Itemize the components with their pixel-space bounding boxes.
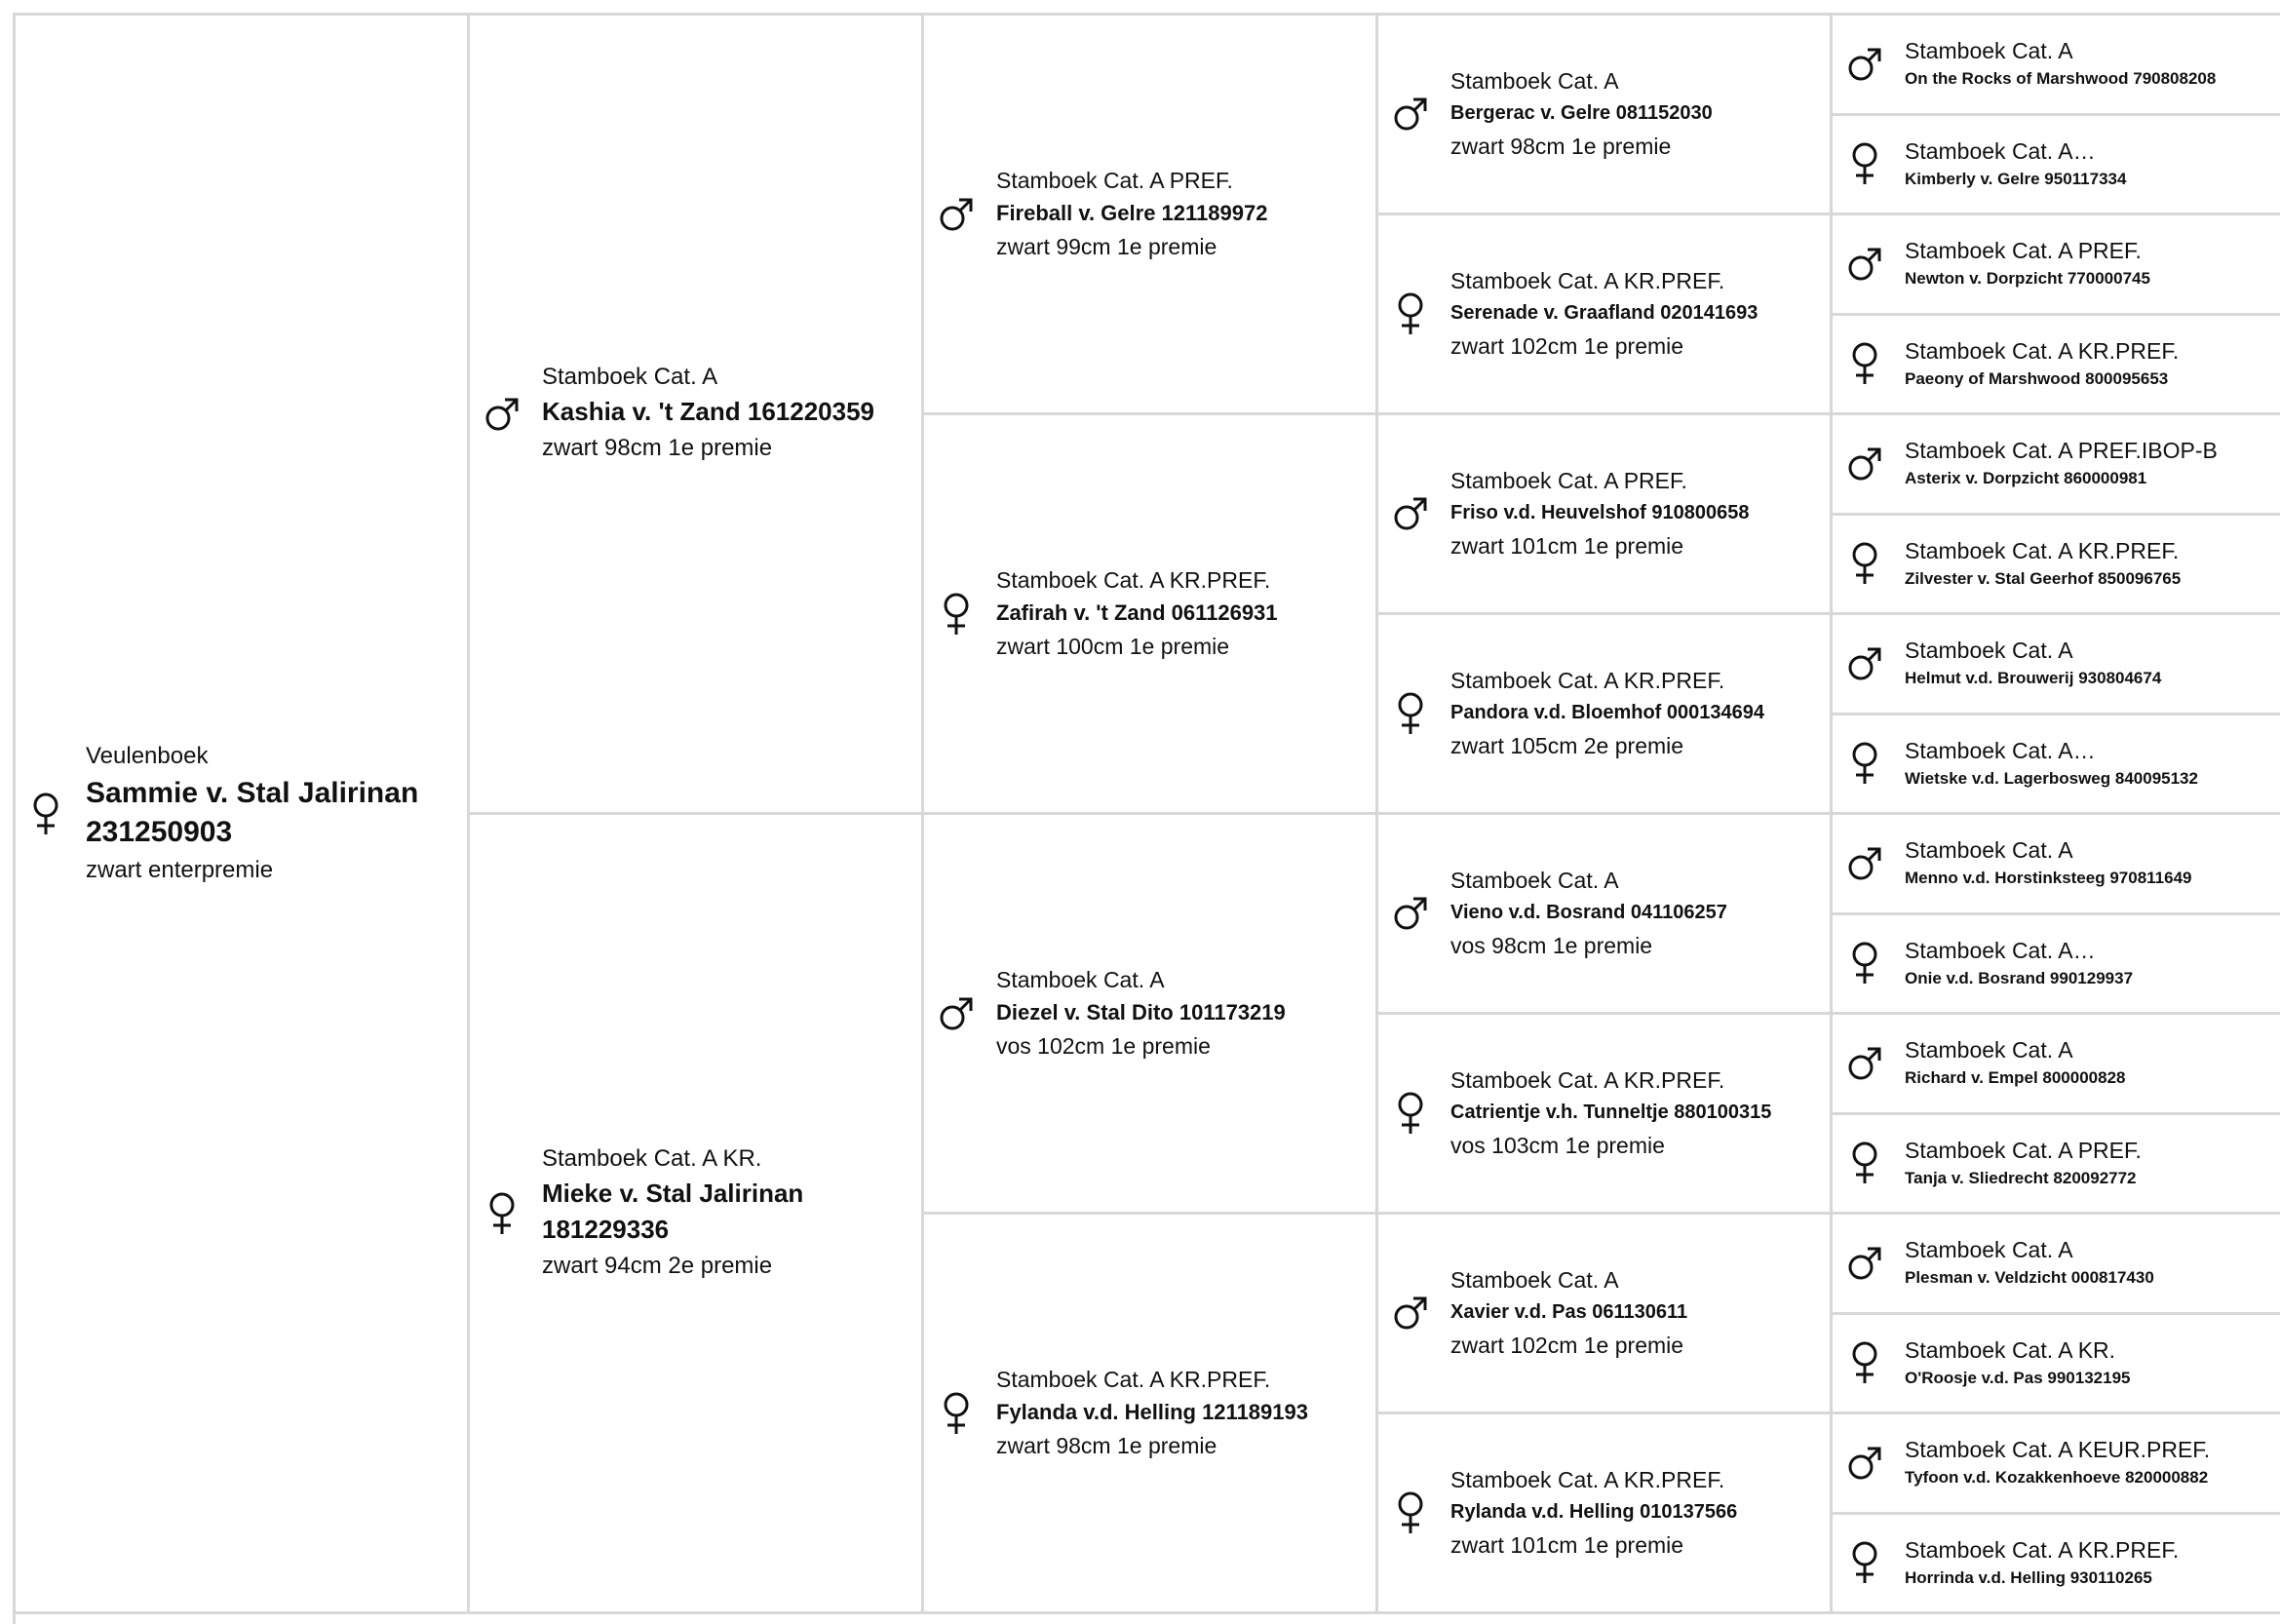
horse-name: Zilvester v. Stal Geerhof 850096765 — [1905, 568, 2182, 588]
horse-info — [996, 963, 1286, 1063]
horse-name: Bergerac v. Gelre 081152030 — [1450, 101, 1713, 124]
horse-name: Asterix v. Dorpzicht 860000981 — [1905, 469, 2147, 488]
horse-info — [1450, 1264, 1687, 1363]
registration-status: Stamboek Cat. A — [1905, 1237, 2073, 1263]
horse-name: Vieno v.d. Bosrand 041106257 — [1450, 901, 1727, 923]
horse-info — [542, 361, 874, 467]
horse-name: Paeony of Marshwood 800095653 — [1905, 368, 2169, 388]
horse-info — [1450, 865, 1727, 963]
horse-info — [1905, 1136, 2142, 1191]
horse-details: zwart 94cm 2e premie — [542, 1252, 773, 1279]
horse-name: O'Roosje v.d. Pas 990132195 — [1905, 1368, 2131, 1387]
pedigree-chart — [13, 13, 2280, 1624]
pedigree-cell-great-great-grandparent — [1833, 415, 2280, 516]
male-symbol-icon — [1390, 496, 1431, 531]
horse-info — [1905, 1235, 2154, 1291]
horse-name: Catrientje v.h. Tunneltje 880100315 — [1450, 1101, 1772, 1123]
registration-status: Stamboek Cat. A — [1450, 1266, 1619, 1293]
horse-info — [1905, 136, 2126, 192]
horse-name: Diezel v. Stal Dito 101173219 — [996, 1000, 1286, 1025]
pedigree-cell-great-great-grandparent — [1833, 1115, 2280, 1216]
female-symbol-icon — [936, 1391, 977, 1436]
horse-name: Fireball v. Gelre 121189972 — [996, 201, 1268, 225]
horse-info — [1905, 835, 2191, 891]
horse-details: zwart 99cm 1e premie — [996, 234, 1217, 259]
horse-name: Xavier v.d. Pas 061130611 — [1450, 1300, 1688, 1323]
male-symbol-icon — [1390, 896, 1431, 931]
pedigree-cell-great-grandparent — [1378, 815, 1833, 1015]
horse-info — [1905, 736, 2198, 792]
horse-details: vos 98cm 1e premie — [1450, 932, 1653, 958]
horse-info — [1905, 1535, 2179, 1591]
female-symbol-icon — [1390, 1490, 1431, 1535]
horse-info — [1905, 936, 2133, 991]
registration-status: Stamboek Cat. A KR.PREF. — [1450, 267, 1725, 293]
female-symbol-icon — [1844, 1340, 1885, 1385]
pedigree-cell-grandparent — [924, 1215, 1378, 1614]
male-symbol-icon — [482, 397, 522, 432]
pedigree-cell-grandparent — [924, 415, 1378, 815]
pedigree-cell-great-grandparent — [1378, 1015, 1833, 1215]
male-symbol-icon — [1844, 646, 1885, 681]
pedigree-cell-great-grandparent — [1378, 415, 1833, 615]
registration-status: Stamboek Cat. A… — [1905, 137, 2096, 164]
female-symbol-icon — [1844, 741, 1885, 786]
male-symbol-icon — [1844, 846, 1885, 881]
horse-name: Mieke v. Stal Jalirinan 181229336 — [542, 1178, 804, 1244]
pedigree-cell-great-great-grandparent — [1833, 215, 2280, 316]
registration-status: Stamboek Cat. A PREF. — [1905, 1137, 2142, 1163]
pedigree-cell-great-great-grandparent — [1833, 1414, 2280, 1515]
registration-status: Stamboek Cat. A KR.PREF. — [996, 567, 1271, 593]
registration-status: Stamboek Cat. A KR.PREF. — [1905, 537, 2180, 563]
horse-name: Tanja v. Sliedrecht 820092772 — [1905, 1168, 2137, 1187]
horse-name: Pandora v.d. Bloemhof 000134694 — [1450, 701, 1764, 723]
registration-status: Stamboek Cat. A KR. — [1905, 1336, 2116, 1363]
horse-name: Onie v.d. Bosrand 990129937 — [1905, 968, 2134, 987]
horse-name: Rylanda v.d. Helling 010137566 — [1450, 1500, 1738, 1523]
pedigree-cell-great-great-grandparent — [1833, 815, 2280, 915]
horse-details: zwart 98cm 1e premie — [996, 1433, 1217, 1458]
pedigree-cell-great-great-grandparent — [1833, 516, 2280, 616]
female-symbol-icon — [1844, 1540, 1885, 1585]
registration-status: Stamboek Cat. A — [542, 364, 718, 390]
registration-status: Stamboek Cat. A — [1450, 67, 1619, 94]
horse-name: Helmut v.d. Brouwerij 930804674 — [1905, 669, 2162, 688]
registration-status: Stamboek Cat. A KR.PREF. — [1905, 337, 2180, 364]
horse-info — [1905, 36, 2216, 92]
pedigree-cell-great-great-grandparent — [1833, 915, 2280, 1016]
horse-details: zwart 102cm 1e premie — [1450, 1332, 1684, 1358]
horse-details: zwart 101cm 1e premie — [1450, 1531, 1684, 1558]
pedigree-cell-great-grandparent — [1378, 1215, 1833, 1414]
pedigree-cell-great-grandparent — [1378, 1414, 1833, 1614]
horse-name: Richard v. Empel 800000828 — [1905, 1068, 2126, 1088]
pedigree-cell-great-great-grandparent — [1833, 316, 2280, 416]
male-symbol-icon — [1844, 1246, 1885, 1281]
horse-info — [1450, 265, 1758, 364]
horse-info — [1450, 1464, 1737, 1563]
horse-name: Plesman v. Veldzicht 000817430 — [1905, 1268, 2154, 1288]
horse-info — [1905, 436, 2218, 491]
horse-details: zwart 98cm 1e premie — [1450, 133, 1672, 159]
horse-info — [996, 563, 1278, 664]
horse-details: vos 103cm 1e premie — [1450, 1132, 1665, 1158]
horse-info — [86, 739, 467, 889]
registration-status: Stamboek Cat. A KR.PREF. — [1905, 1536, 2180, 1563]
pedigree-cell-great-great-grandparent — [1833, 16, 2280, 116]
horse-info — [1905, 636, 2161, 691]
male-symbol-icon — [936, 197, 977, 232]
female-symbol-icon — [1844, 541, 1885, 586]
pedigree-cell-grandparent — [924, 16, 1378, 415]
male-symbol-icon — [936, 996, 977, 1031]
female-symbol-icon — [1844, 941, 1885, 986]
horse-info — [996, 1363, 1308, 1463]
horse-info — [1905, 336, 2179, 392]
horse-name: Kashia v. 't Zand 161220359 — [542, 397, 874, 426]
female-symbol-icon — [936, 592, 977, 637]
pedigree-cell-great-great-grandparent — [1833, 715, 2280, 816]
horse-details: zwart 101cm 1e premie — [1450, 532, 1684, 559]
male-symbol-icon — [1844, 1046, 1885, 1081]
horse-info — [1905, 1035, 2126, 1091]
horse-name: Sammie v. Stal Jalirinan 231250903 — [86, 776, 419, 848]
pedigree-cell-great-grandparent — [1378, 615, 1833, 815]
pedigree-cell-great-grandparent — [1378, 215, 1833, 415]
horse-info — [1450, 465, 1749, 563]
horse-name: Newton v. Dorpzicht 770000745 — [1905, 269, 2150, 289]
registration-status: Stamboek Cat. A PREF.IBOP-B — [1905, 438, 2218, 464]
female-symbol-icon — [1390, 291, 1431, 336]
pedigree-cell-grandparent — [924, 815, 1378, 1215]
registration-status: Stamboek Cat. A KR. — [542, 1144, 762, 1172]
horse-name: Zafirah v. 't Zand 061126931 — [996, 600, 1278, 625]
horse-details: zwart enterpremie — [86, 856, 274, 883]
female-symbol-icon — [1390, 1091, 1431, 1136]
male-symbol-icon — [1390, 97, 1431, 132]
horse-name: Friso v.d. Heuvelshof 910800658 — [1450, 501, 1750, 523]
horse-name: Serenade v. Graafland 020141693 — [1450, 301, 1758, 324]
registration-status: Stamboek Cat. A — [1905, 38, 2073, 64]
female-symbol-icon — [1844, 141, 1885, 186]
horse-details: vos 102cm 1e premie — [996, 1033, 1211, 1059]
horse-name: Kimberly v. Gelre 950117334 — [1905, 169, 2127, 188]
pedigree-cell-great-great-grandparent — [1833, 116, 2280, 216]
pedigree-cell-sire — [470, 16, 924, 815]
registration-status: Veulenboek — [86, 742, 209, 769]
registration-status: Stamboek Cat. A KR.PREF. — [996, 1367, 1271, 1392]
horse-info — [1450, 65, 1713, 164]
horse-name: Wietske v.d. Lagerbosweg 840095132 — [1905, 768, 2198, 788]
horse-info — [996, 164, 1267, 264]
registration-status: Stamboek Cat. A PREF. — [996, 168, 1233, 193]
male-symbol-icon — [1844, 446, 1885, 482]
registration-status: Stamboek Cat. A — [996, 967, 1165, 992]
pedigree-cell-great-great-grandparent — [1833, 1315, 2280, 1415]
horse-info — [1450, 665, 1764, 763]
horse-details: zwart 105cm 2e premie — [1450, 732, 1684, 758]
female-symbol-icon — [482, 1191, 522, 1236]
horse-name: On the Rocks of Marshwood 790808208 — [1905, 69, 2217, 89]
horse-info — [542, 1142, 921, 1285]
horse-info — [1450, 1064, 1771, 1163]
male-symbol-icon — [1390, 1295, 1431, 1331]
registration-status: Stamboek Cat. A KR.PREF. — [1450, 1466, 1725, 1492]
horse-name: Tyfoon v.d. Kozakkenhoeve 820000882 — [1905, 1468, 2209, 1488]
pedigree-cell-great-grandparent — [1378, 16, 1833, 215]
pedigree-cell-dam — [470, 815, 924, 1614]
registration-status: Stamboek Cat. A KR.PREF. — [1450, 1066, 1725, 1093]
horse-name: Fylanda v.d. Helling 121189193 — [996, 1400, 1308, 1424]
registration-status: Stamboek Cat. A KEUR.PREF. — [1905, 1437, 2211, 1463]
male-symbol-icon — [1844, 47, 1885, 82]
pedigree-cell-great-great-grandparent — [1833, 1515, 2280, 1615]
pedigree-cell-great-great-grandparent — [1833, 1015, 2280, 1115]
female-symbol-icon — [1390, 691, 1431, 736]
registration-status: Stamboek Cat. A… — [1905, 737, 2096, 763]
female-symbol-icon — [1844, 341, 1885, 386]
male-symbol-icon — [1844, 1446, 1885, 1481]
pedigree-cell-great-great-grandparent — [1833, 615, 2280, 715]
registration-status: Stamboek Cat. A — [1905, 837, 2073, 864]
horse-details: zwart 98cm 1e premie — [542, 435, 773, 461]
registration-status: Stamboek Cat. A… — [1905, 937, 2096, 963]
registration-status: Stamboek Cat. A PREF. — [1905, 238, 2142, 264]
registration-status: Stamboek Cat. A — [1450, 867, 1619, 893]
horse-info — [1905, 236, 2150, 291]
pedigree-cell-subject — [16, 16, 470, 1614]
male-symbol-icon — [1844, 247, 1885, 282]
horse-details: zwart 102cm 1e premie — [1450, 332, 1684, 359]
female-symbol-icon — [1844, 1141, 1885, 1185]
horse-info — [1905, 536, 2181, 592]
horse-details: zwart 100cm 1e premie — [996, 634, 1230, 659]
registration-status: Stamboek Cat. A PREF. — [1450, 467, 1687, 493]
horse-name: Horrinda v.d. Helling 930110265 — [1905, 1567, 2152, 1587]
horse-name: Menno v.d. Horstinksteeg 970811649 — [1905, 869, 2192, 888]
horse-info — [1905, 1435, 2210, 1490]
registration-status: Stamboek Cat. A — [1905, 1037, 2073, 1063]
female-symbol-icon — [25, 792, 66, 836]
horse-info — [1905, 1335, 2130, 1391]
registration-status: Stamboek Cat. A — [1905, 638, 2073, 664]
pedigree-cell-great-great-grandparent — [1833, 1215, 2280, 1315]
registration-status: Stamboek Cat. A KR.PREF. — [1450, 667, 1725, 693]
